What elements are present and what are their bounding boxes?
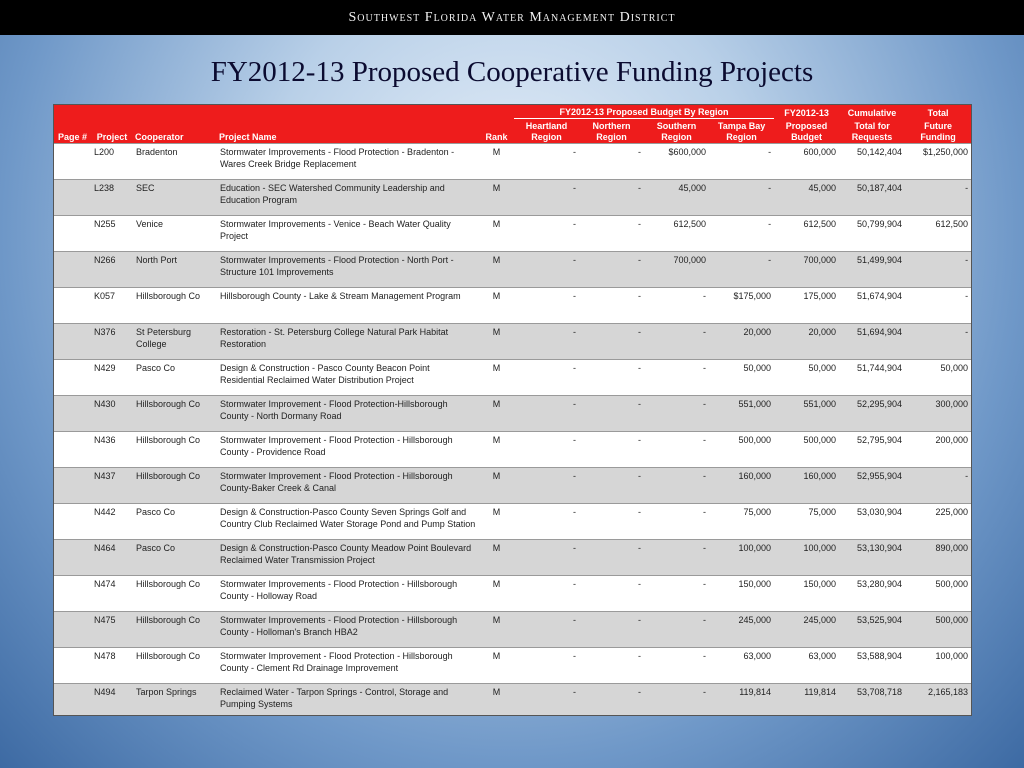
cell-rank: M — [479, 612, 514, 648]
cell-project-name: Stormwater Improvements - Flood Protection - Hillsborough County - Holloway Road — [217, 576, 479, 612]
cell-heartland: - — [514, 576, 579, 612]
cell-page — [54, 216, 91, 252]
cell-heartland: - — [514, 396, 579, 432]
cell-northern: - — [579, 180, 644, 216]
cell-cumulative: 53,588,904 — [839, 648, 905, 684]
cell-rank: M — [479, 216, 514, 252]
cell-project-name: Stormwater Improvements - Flood Protection - Bradenton - Wares Creek Bridge Replacement — [217, 144, 479, 180]
cell-page — [54, 576, 91, 612]
cell-cooperator: Pasco Co — [133, 504, 217, 540]
cell-northern: - — [579, 324, 644, 360]
table-row — [54, 684, 971, 717]
cell-tampa-bay: 100,000 — [709, 540, 774, 576]
cell-proposed-budget: 20,000 — [774, 324, 839, 360]
cell-tampa-bay: - — [709, 252, 774, 288]
cell-tampa-bay: $175,000 — [709, 288, 774, 324]
cell-project: N437 — [91, 468, 133, 504]
cell-southern: 700,000 — [644, 252, 709, 288]
table-row — [54, 288, 971, 324]
cell-project-name: Stormwater Improvement - Flood Protection-Hillsborough County - North Dormany Road — [217, 396, 479, 432]
cell-rank: M — [479, 540, 514, 576]
cell-heartland: - — [514, 648, 579, 684]
cell-page — [54, 324, 91, 360]
cell-project: N474 — [91, 576, 133, 612]
cell-cooperator: Tarpon Springs — [133, 684, 217, 717]
cell-cumulative: 53,130,904 — [839, 540, 905, 576]
cell-cumulative: 50,187,404 — [839, 180, 905, 216]
cell-future-funding: - — [905, 324, 971, 360]
cell-rank: M — [479, 468, 514, 504]
cell-northern: - — [579, 288, 644, 324]
cell-page — [54, 648, 91, 684]
cell-project-name: Stormwater Improvement - Flood Protection - Hillsborough County-Baker Creek & Canal — [217, 468, 479, 504]
col-project-name: Project Name — [217, 119, 479, 144]
cell-heartland: - — [514, 468, 579, 504]
cell-project-name: Stormwater Improvement - Flood Protection - Hillsborough County - Clement Rd Drainage Improvement — [217, 648, 479, 684]
table-row — [54, 612, 971, 648]
cell-future-funding: 300,000 — [905, 396, 971, 432]
table-row — [54, 432, 971, 468]
cell-cooperator: Bradenton — [133, 144, 217, 180]
table-row — [54, 540, 971, 576]
cell-tampa-bay: - — [709, 180, 774, 216]
cell-rank: M — [479, 324, 514, 360]
cell-project: N475 — [91, 612, 133, 648]
cell-project: N464 — [91, 540, 133, 576]
cell-proposed-budget: 75,000 — [774, 504, 839, 540]
cell-southern: - — [644, 324, 709, 360]
cell-future-funding: 200,000 — [905, 432, 971, 468]
cell-future-funding: - — [905, 468, 971, 504]
cell-proposed-budget: 551,000 — [774, 396, 839, 432]
cell-heartland: - — [514, 180, 579, 216]
cell-southern: 45,000 — [644, 180, 709, 216]
organization-banner: Southwest Florida Water Management District — [0, 0, 1024, 35]
cell-cumulative: 53,708,718 — [839, 684, 905, 717]
cell-proposed-budget: 612,500 — [774, 216, 839, 252]
cell-project-name: Reclaimed Water - Tarpon Springs - Control, Storage and Pumping Systems — [217, 684, 479, 717]
cell-project: N436 — [91, 432, 133, 468]
col-project: Project — [91, 119, 133, 144]
cell-tampa-bay: 20,000 — [709, 324, 774, 360]
cell-proposed-budget: 100,000 — [774, 540, 839, 576]
cell-tampa-bay: 500,000 — [709, 432, 774, 468]
cell-southern: - — [644, 684, 709, 717]
cell-rank: M — [479, 288, 514, 324]
cell-northern: - — [579, 612, 644, 648]
cell-cooperator: Hillsborough Co — [133, 468, 217, 504]
cell-project-name: Hillsborough County - Lake & Stream Management Program — [217, 288, 479, 324]
cell-rank: M — [479, 432, 514, 468]
cell-southern: - — [644, 432, 709, 468]
cell-project: N494 — [91, 684, 133, 717]
page-title: FY2012-13 Proposed Cooperative Funding Projects — [210, 56, 814, 88]
cell-southern: - — [644, 288, 709, 324]
cell-future-funding: - — [905, 252, 971, 288]
cell-cumulative: 52,795,904 — [839, 432, 905, 468]
table-row — [54, 396, 971, 432]
cell-project: L238 — [91, 180, 133, 216]
cell-northern: - — [579, 396, 644, 432]
cell-future-funding: 225,000 — [905, 504, 971, 540]
cell-future-funding: 50,000 — [905, 360, 971, 396]
cell-heartland: - — [514, 288, 579, 324]
cell-rank: M — [479, 144, 514, 180]
cell-northern: - — [579, 252, 644, 288]
cell-cooperator: Pasco Co — [133, 540, 217, 576]
table-row — [54, 468, 971, 504]
table-row — [54, 360, 971, 396]
cell-cumulative: 51,694,904 — [839, 324, 905, 360]
cell-project-name: Design & Construction-Pasco County Seven Springs Golf and Country Club Reclaimed Water Storage Pond and Pump Station — [217, 504, 479, 540]
cell-future-funding: 2,165,183 — [905, 684, 971, 717]
table-row — [54, 252, 971, 288]
region-group-header: FY2012-13 Proposed Budget By Region — [514, 105, 774, 119]
cell-project: N430 — [91, 396, 133, 432]
cell-heartland: - — [514, 360, 579, 396]
table-row — [54, 144, 971, 180]
cell-cooperator: Venice — [133, 216, 217, 252]
cell-project-name: Stormwater Improvements - Flood Protection - North Port - Structure 101 Improvements — [217, 252, 479, 288]
cell-future-funding: $1,250,000 — [905, 144, 971, 180]
col-cumulative: Total for Requests — [839, 119, 905, 144]
cell-northern: - — [579, 432, 644, 468]
cell-project-name: Education - SEC Watershed Community Leadership and Education Program — [217, 180, 479, 216]
col-southern: Southern Region — [644, 119, 709, 144]
cell-cumulative: 50,799,904 — [839, 216, 905, 252]
cell-northern: - — [579, 468, 644, 504]
cell-cumulative: 51,674,904 — [839, 288, 905, 324]
cell-heartland: - — [514, 684, 579, 717]
cell-cumulative: 53,525,904 — [839, 612, 905, 648]
cell-proposed-budget: 50,000 — [774, 360, 839, 396]
cell-page — [54, 684, 91, 717]
cell-northern: - — [579, 144, 644, 180]
cell-heartland: - — [514, 324, 579, 360]
cell-project-name: Stormwater Improvements - Venice - Beach Water Quality Project — [217, 216, 479, 252]
cell-page — [54, 504, 91, 540]
cell-tampa-bay: 119,814 — [709, 684, 774, 717]
cell-rank: M — [479, 576, 514, 612]
cell-cooperator: Hillsborough Co — [133, 432, 217, 468]
table-row — [54, 324, 971, 360]
cell-page — [54, 288, 91, 324]
cell-tampa-bay: 245,000 — [709, 612, 774, 648]
table-body — [54, 144, 971, 717]
cell-southern: - — [644, 504, 709, 540]
table-row — [54, 180, 971, 216]
cell-page — [54, 612, 91, 648]
cell-page — [54, 432, 91, 468]
cell-cumulative: 51,744,904 — [839, 360, 905, 396]
col-cooperator: Cooperator — [133, 119, 217, 144]
table-row — [54, 648, 971, 684]
cell-rank: M — [479, 180, 514, 216]
cell-project-name: Design & Construction-Pasco County Meadow Point Boulevard Reclaimed Water Transmission Project — [217, 540, 479, 576]
cell-cooperator: Hillsborough Co — [133, 576, 217, 612]
funding-table-container — [53, 104, 972, 716]
cell-cooperator: Hillsborough Co — [133, 648, 217, 684]
cell-page — [54, 180, 91, 216]
cell-heartland: - — [514, 612, 579, 648]
cell-project-name: Stormwater Improvements - Flood Protection - Hillsborough County - Holloman's Branch HBA2 — [217, 612, 479, 648]
col-rank: Rank — [479, 119, 514, 144]
cell-proposed-budget: 245,000 — [774, 612, 839, 648]
col-heartland: Heartland Region — [514, 119, 579, 144]
table-row — [54, 576, 971, 612]
cell-cumulative: 53,030,904 — [839, 504, 905, 540]
cell-rank: M — [479, 396, 514, 432]
cell-project: N266 — [91, 252, 133, 288]
cell-southern: - — [644, 468, 709, 504]
col-proposed-budget: Proposed Budget — [774, 119, 839, 144]
cell-northern: - — [579, 216, 644, 252]
cell-proposed-budget: 600,000 — [774, 144, 839, 180]
table-row — [54, 504, 971, 540]
funding-table — [54, 105, 971, 716]
cell-future-funding: 500,000 — [905, 612, 971, 648]
cell-rank: M — [479, 648, 514, 684]
cell-northern: - — [579, 648, 644, 684]
cell-southern: - — [644, 360, 709, 396]
cell-rank: M — [479, 360, 514, 396]
cell-proposed-budget: 700,000 — [774, 252, 839, 288]
cell-project: K057 — [91, 288, 133, 324]
cell-tampa-bay: 75,000 — [709, 504, 774, 540]
cell-southern: - — [644, 648, 709, 684]
cell-project: L200 — [91, 144, 133, 180]
cell-future-funding: - — [905, 288, 971, 324]
cell-southern: - — [644, 396, 709, 432]
cell-proposed-budget: 175,000 — [774, 288, 839, 324]
cell-page — [54, 144, 91, 180]
cell-project-name: Restoration - St. Petersburg College Natural Park Habitat Restoration — [217, 324, 479, 360]
cell-cooperator: Hillsborough Co — [133, 396, 217, 432]
cell-project: N376 — [91, 324, 133, 360]
cumulative-header-top: Cumulative — [839, 105, 905, 119]
cell-southern: - — [644, 612, 709, 648]
cell-cooperator: SEC — [133, 180, 217, 216]
cell-tampa-bay: 551,000 — [709, 396, 774, 432]
cell-southern: 612,500 — [644, 216, 709, 252]
table-header — [54, 105, 971, 144]
cell-future-funding: 612,500 — [905, 216, 971, 252]
cell-future-funding: 500,000 — [905, 576, 971, 612]
cell-tampa-bay: 150,000 — [709, 576, 774, 612]
cell-heartland: - — [514, 432, 579, 468]
cell-heartland: - — [514, 540, 579, 576]
cell-cumulative: 51,499,904 — [839, 252, 905, 288]
cell-page — [54, 468, 91, 504]
cell-page — [54, 540, 91, 576]
cell-tampa-bay: - — [709, 216, 774, 252]
cell-rank: M — [479, 684, 514, 717]
cell-tampa-bay: 50,000 — [709, 360, 774, 396]
cell-cooperator: North Port — [133, 252, 217, 288]
cell-page — [54, 252, 91, 288]
cell-northern: - — [579, 540, 644, 576]
cell-project-name: Design & Construction - Pasco County Beacon Point Residential Reclaimed Water Distribution Project — [217, 360, 479, 396]
col-future-funding: Future Funding — [905, 119, 971, 144]
cell-northern: - — [579, 360, 644, 396]
cell-page — [54, 396, 91, 432]
cell-heartland: - — [514, 252, 579, 288]
cell-northern: - — [579, 684, 644, 717]
cell-project: N429 — [91, 360, 133, 396]
cell-proposed-budget: 119,814 — [774, 684, 839, 717]
cell-future-funding: - — [905, 180, 971, 216]
cell-future-funding: 100,000 — [905, 648, 971, 684]
cell-heartland: - — [514, 504, 579, 540]
cell-project-name: Stormwater Improvement - Flood Protection - Hillsborough County - Providence Road — [217, 432, 479, 468]
cell-proposed-budget: 63,000 — [774, 648, 839, 684]
cell-rank: M — [479, 504, 514, 540]
cell-cooperator: Hillsborough Co — [133, 612, 217, 648]
cell-tampa-bay: - — [709, 144, 774, 180]
table-row — [54, 216, 971, 252]
cell-southern: - — [644, 576, 709, 612]
cell-northern: - — [579, 576, 644, 612]
cell-heartland: - — [514, 216, 579, 252]
cell-rank: M — [479, 252, 514, 288]
cell-cumulative: 53,280,904 — [839, 576, 905, 612]
cell-future-funding: 890,000 — [905, 540, 971, 576]
header-spacer — [54, 105, 514, 119]
cell-southern: - — [644, 540, 709, 576]
future-header-top: Total — [905, 105, 971, 119]
col-page: Page # — [54, 119, 91, 144]
cell-proposed-budget: 150,000 — [774, 576, 839, 612]
cell-northern: - — [579, 504, 644, 540]
cell-project: N255 — [91, 216, 133, 252]
col-tampa-bay: Tampa Bay Region — [709, 119, 774, 144]
cell-southern: $600,000 — [644, 144, 709, 180]
cell-proposed-budget: 45,000 — [774, 180, 839, 216]
cell-proposed-budget: 160,000 — [774, 468, 839, 504]
cell-cumulative: 52,295,904 — [839, 396, 905, 432]
cell-heartland: - — [514, 144, 579, 180]
cell-cumulative: 52,955,904 — [839, 468, 905, 504]
cell-cooperator: Pasco Co — [133, 360, 217, 396]
cell-cooperator: St Petersburg College — [133, 324, 217, 360]
cell-page — [54, 360, 91, 396]
col-northern: Northern Region — [579, 119, 644, 144]
cell-cumulative: 50,142,404 — [839, 144, 905, 180]
cell-tampa-bay: 63,000 — [709, 648, 774, 684]
cell-tampa-bay: 160,000 — [709, 468, 774, 504]
cell-proposed-budget: 500,000 — [774, 432, 839, 468]
cell-project: N442 — [91, 504, 133, 540]
cell-project: N478 — [91, 648, 133, 684]
fy-group-header: FY2012-13 — [774, 105, 839, 119]
cell-cooperator: Hillsborough Co — [133, 288, 217, 324]
